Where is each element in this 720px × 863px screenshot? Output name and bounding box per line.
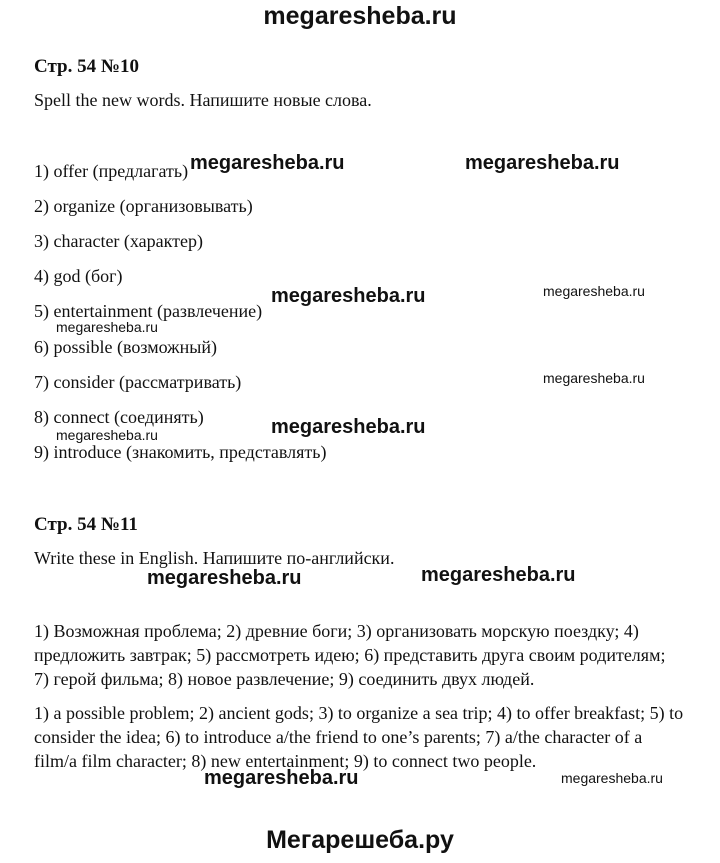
watermark: megaresheba.ru — [465, 152, 620, 174]
site-footer: Мегарешеба.ру — [266, 826, 454, 854]
list-item: 7) consider (рассматривать) — [34, 372, 242, 392]
exercise-11-title: Стр. 54 №11 — [34, 514, 138, 535]
watermark: megaresheba.ru — [543, 283, 645, 299]
watermark: megaresheba.ru — [543, 370, 645, 386]
exercise-10-title: Стр. 54 №10 — [34, 56, 139, 77]
list-item: 6) possible (возможный) — [34, 337, 217, 357]
watermark: megaresheba.ru — [56, 427, 158, 443]
watermark: megaresheba.ru — [271, 416, 426, 438]
watermark: megaresheba.ru — [271, 285, 426, 307]
list-item: 2) organize (организовывать) — [34, 196, 253, 216]
watermark: megaresheba.ru — [204, 767, 359, 789]
watermark: megaresheba.ru — [561, 770, 663, 786]
exercise-11-instruction: Write these in English. Напишите по-английски. — [34, 548, 395, 568]
list-item: 9) introduce (знакомить, представлять) — [34, 442, 327, 462]
exercise-10-instruction: Spell the new words. Напишите новые слова. — [34, 90, 372, 110]
exercise-11-english-answer: 1) a possible problem; 2) ancient gods; 3) to organize a sea trip; 4) to offer breakfast; 5) to consider the idea; 6) to introduce a/the friend to one’s parents; 7) a/the character of a film/a film character; 8) new entertainment; 9) to connect two people. — [34, 703, 684, 771]
list-item: 4) god (бог) — [34, 266, 123, 286]
watermark: megaresheba.ru — [190, 152, 345, 174]
list-item: 8) connect (соединять) — [34, 407, 204, 427]
watermark: megaresheba.ru — [56, 319, 158, 335]
exercise-11-russian-text: 1) Возможная проблема; 2) древние боги; 3) организовать морскую поездку; 4) предложить завтрак; 5) рассмотреть идею; 6) представить друга своим родителям; 7) герой фильма; 8) новое развлечение; 9) соединить двух людей. — [34, 621, 666, 689]
site-header: megaresheba.ru — [263, 2, 457, 30]
list-item: 3) character (характер) — [34, 231, 204, 251]
list-item: 5) entertainment (развлечение) — [34, 301, 263, 321]
watermark: megaresheba.ru — [147, 567, 302, 589]
watermark: megaresheba.ru — [421, 564, 576, 586]
list-item: 1) offer (предлагать) — [34, 161, 189, 181]
